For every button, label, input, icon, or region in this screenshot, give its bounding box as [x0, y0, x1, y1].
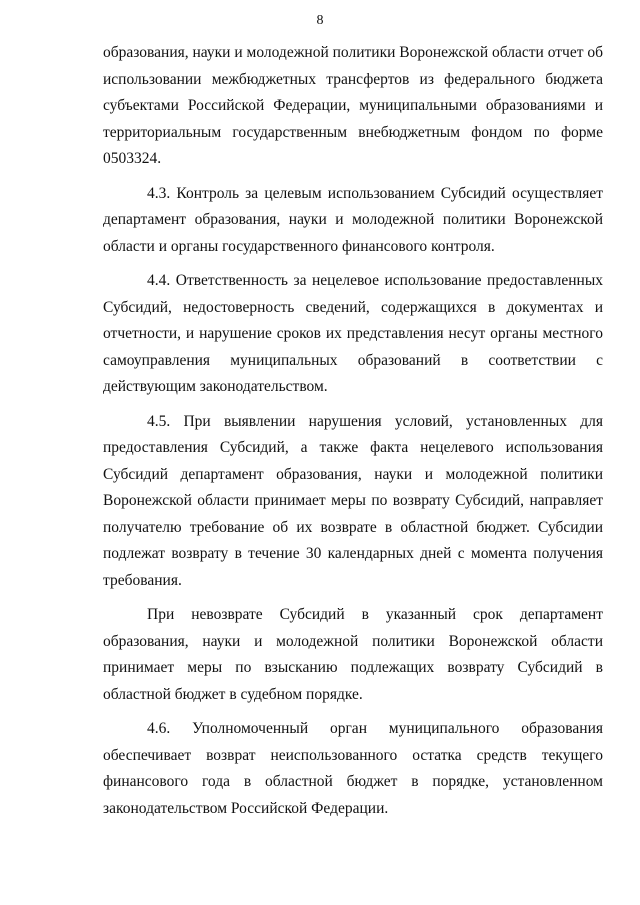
paragraph-4-3: 4.3. Контроль за целевым использованием Субсидий осуществляет департамент образования, науки и молодежной политики Воронежской области и органы государственного финансового контроля. [103, 184, 603, 255]
document-body [103, 40, 603, 830]
paragraph-4-5: 4.5. При выявлении нарушения условий, установленных для предоставления Субсидий, а также факта нецелевого использования Субсидий департамент образования, науки и молодежной политики Воронежской области принимает меры по возврату Субсидий, направляет получателю требование об их возврате в областной бюджет. Субсидии подлежат возврату в течение 30 календарных дней с момента получения требования. [103, 412, 603, 589]
paragraph-4-4: 4.4. Ответственность за нецелевое использование предоставленных Субсидий, недостоверность сведений, содержащихся в документах и отчетности, и нарушение сроков их представления несут органы местного самоуправления муниципальных образований в соответствии с действующим законодательством. [103, 272, 603, 395]
paragraph-non-return: При невозврате Субсидий в указанный срок департамент образования, науки и молодежной политики Воронежской области принимает меры по взысканию подлежащих возврату Субсидий в областной бюджет в судебном порядке. [103, 606, 603, 703]
page-number: 8 [316, 13, 324, 28]
paragraph-4-6: 4.6. Уполномоченный орган муниципального образования обеспечивает возврат неиспользованного остатка средств текущего финансового года в областной бюджет в порядке, установленном законодательством Российской Федерации. [103, 720, 603, 817]
paragraph-continuation: образования, науки и молодежной политики Воронежской области отчет об использовании межбюджетных трансфертов из федерального бюджета субъектами Российской Федерации, муниципальными образованиями и территориальным государственным внебюджетным фондом по форме 0503324. [103, 44, 603, 167]
